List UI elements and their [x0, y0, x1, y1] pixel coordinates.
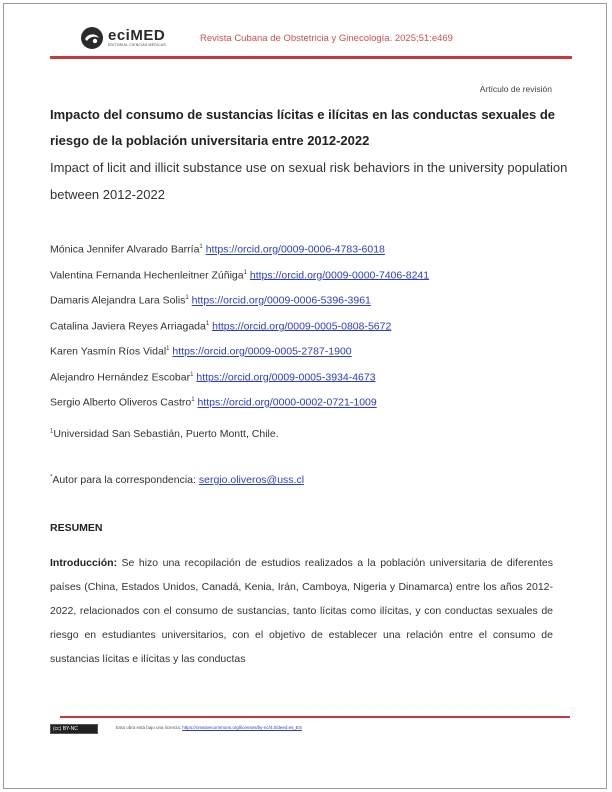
author-name: Sergio Alberto Oliveros Castro: [50, 396, 192, 409]
author-affiliation-mark: 1: [191, 397, 195, 403]
author-name: Catalina Javiera Reyes Arriagada: [50, 320, 206, 332]
orcid-link[interactable]: https://orcid.org/0009-0005-3934-4673: [196, 371, 376, 383]
author-affiliation-mark: 1: [205, 320, 210, 327]
correspondence-email-link[interactable]: sergio.oliveros@uss.cl: [198, 474, 305, 486]
correspondence: [50, 474, 304, 486]
orcid-link[interactable]: https://orcid.org/0009-0005-2787-1900: [172, 345, 352, 358]
header-divider: [50, 56, 572, 59]
author-name: Valentina Fernanda Hechenleitner Zúñiga: [50, 269, 244, 281]
author-entry: [50, 236, 580, 262]
author-list: [50, 236, 580, 415]
ecimed-logo-icon: [80, 26, 104, 50]
resumen-heading: RESUMEN: [50, 522, 103, 534]
author-name: Damaris Alejandra Lara Solis: [50, 294, 186, 307]
orcid-link[interactable]: https://orcid.org/0009-0006-4783-6018: [205, 243, 385, 256]
author-name: Karen Yasmín Ríos Vidal: [50, 345, 167, 358]
license-text: Esta obra está bajo una licencia:: [116, 725, 183, 730]
correspondence-label: Autor para la correspondencia:: [52, 474, 199, 486]
orcid-link[interactable]: https://orcid.org/0009-0006-5396-3961: [191, 294, 371, 307]
title-english: Impact of licit and illicit substance use on sexual risk behaviors in the university population between 2012-2022: [50, 160, 568, 202]
author-affiliation-mark: 1: [243, 269, 247, 276]
journal-citation: Revista Cubana de Obstetricia y Ginecología. 2025;51:e469: [200, 33, 453, 44]
author-name: Mónica Jennifer Alvarado Barría: [50, 243, 200, 256]
correspondence-mark: *: [50, 474, 53, 481]
license-notice: [116, 725, 302, 730]
logo-wordmark: eciMED: [108, 27, 166, 44]
orcid-link[interactable]: https://orcid.org/0009-0000-7406-8241: [249, 269, 430, 281]
title-spanish: Impacto del consumo de sustancias lícitas e ilícitas en las conductas sexuales de riesgo de la población universitaria entre 2012-2022: [50, 107, 556, 148]
author-affiliation-mark: 1: [190, 371, 194, 378]
author-affiliation-mark: 1: [199, 244, 203, 250]
author-entry: [50, 364, 580, 390]
ecimed-logo: [80, 26, 180, 50]
affiliation-mark: 1: [50, 428, 54, 435]
cc-license-badge[interactable]: (cc) BY-NC: [50, 724, 98, 734]
abstract-intro-label: Introducción:: [50, 557, 118, 569]
author-affiliation-mark: 1: [185, 295, 189, 301]
author-entry: [50, 287, 580, 313]
author-entry: [50, 313, 580, 339]
page-footer: [50, 723, 570, 737]
affiliation-text: Universidad San Sebastián, Puerto Montt, Chile.: [53, 428, 279, 440]
affiliation: [50, 428, 279, 440]
orcid-link[interactable]: https://orcid.org/0009-0005-0808-5672: [212, 320, 392, 332]
abstract-intro-text: Se hizo una recopilación de estudios realizados a la población universitaria de diferentes países (China, Estados Unidos, Canadá, Kenia, Irán, Camboya, Nigeria y Dinamarca) entre los años 2012-2022, relacionados con el consumo de sustancias, tanto lícitas como ilícitas, y con conductas sexuales de riesgo en estudiantes universitarios, con el objetivo de establecer una relación entre el consumo de sustancias lícitas e ilícitas y las conductas: [50, 557, 553, 665]
logo-subtext: EDITORIAL CIENCIAS MÉDICAS: [108, 43, 166, 47]
author-entry: [50, 262, 580, 288]
author-name: Alejandro Hernández Escobar: [50, 371, 191, 383]
orcid-link[interactable]: https://orcid.org/0000-0002-0721-1009: [197, 396, 377, 409]
abstract-paragraph: [50, 551, 553, 671]
author-affiliation-mark: 1: [166, 346, 170, 352]
article-type: Artículo de revisión: [479, 84, 552, 94]
page-header: [50, 24, 570, 56]
license-link[interactable]: https://creativecommons.org/licenses/by-nc/4.0/deed.es_ES: [182, 725, 302, 730]
author-entry: [50, 389, 580, 415]
footer-divider: [60, 716, 570, 718]
author-entry: [50, 338, 580, 364]
